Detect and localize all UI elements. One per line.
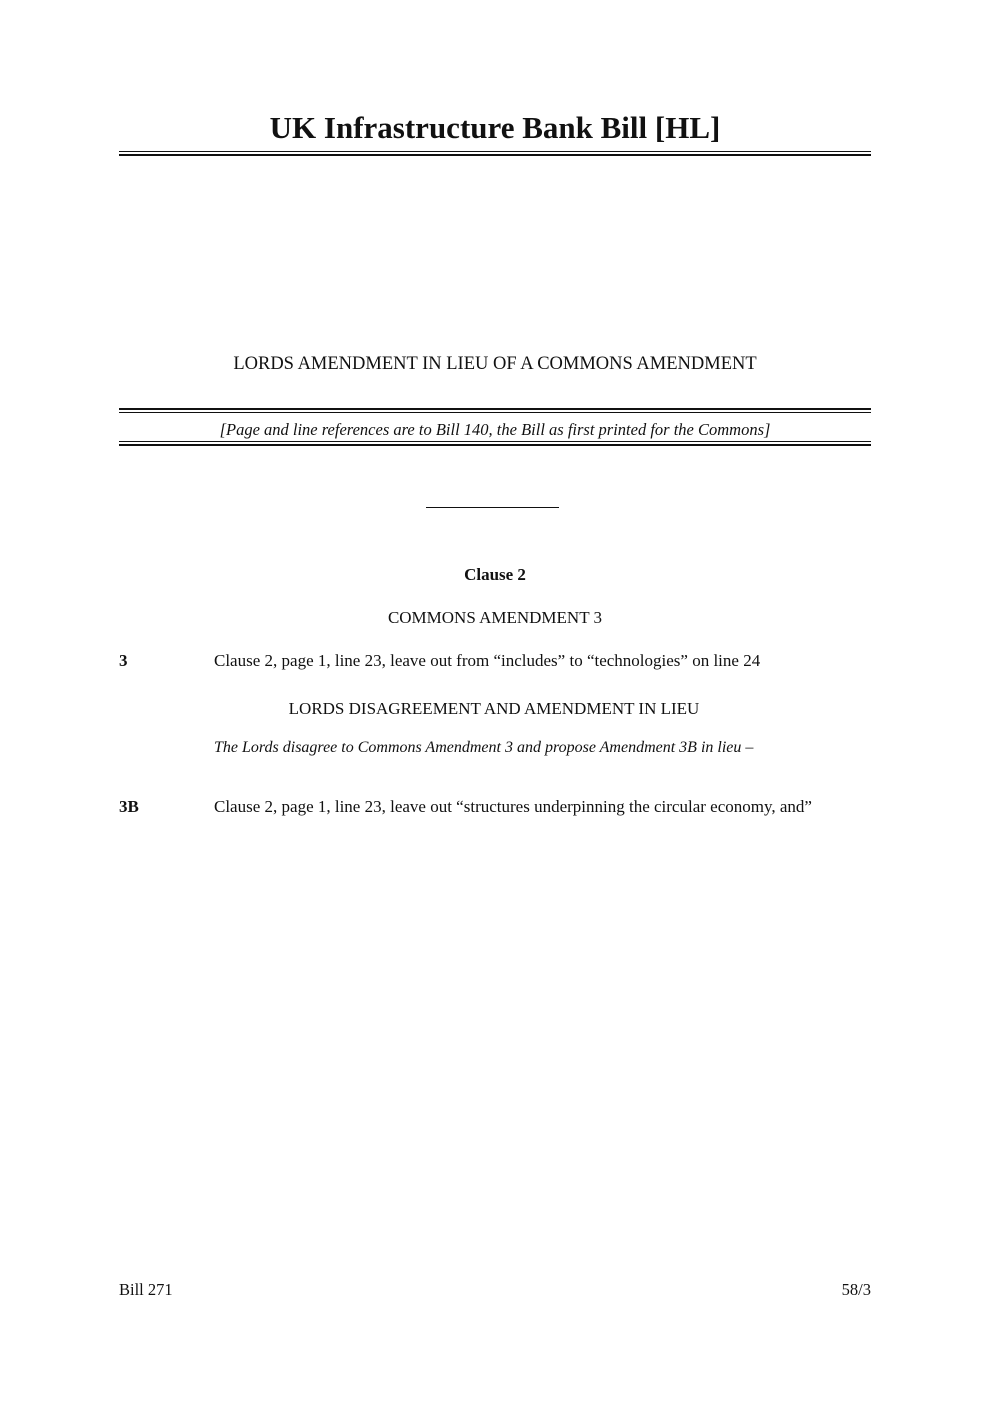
reference-bottom-rule xyxy=(119,441,871,446)
footer-reference: 58/3 xyxy=(841,1280,871,1299)
clause-heading: Clause 2 xyxy=(464,565,526,584)
footer-bill-number: Bill 271 xyxy=(119,1280,173,1299)
reference-note: [Page and line references are to Bill 140, the Bill as first printed for the Commons] xyxy=(219,420,771,439)
commons-amendment-heading: COMMONS AMENDMENT 3 xyxy=(387,608,603,627)
amendment-number: 3 xyxy=(119,651,128,670)
amendment-text: Clause 2, page 1, line 23, leave out from “includes” to “technologies” on line 24 xyxy=(214,651,761,670)
lords-heading: LORDS DISAGREEMENT AND AMENDMENT IN LIEU xyxy=(288,699,700,718)
amendment-text: Clause 2, page 1, line 23, leave out “structures underpinning the circular economy, and” xyxy=(214,797,812,816)
amendment-number: 3B xyxy=(119,797,139,816)
separator-rule xyxy=(426,507,559,508)
lords-motion: The Lords disagree to Commons Amendment 3 and propose Amendment 3B in lieu – xyxy=(214,739,754,756)
title-double-rule xyxy=(119,151,871,156)
bill-title: UK Infrastructure Bank Bill [HL] xyxy=(269,110,721,145)
section-heading: LORDS AMENDMENT IN LIEU OF A COMMONS AMENDMENT xyxy=(233,354,757,374)
reference-top-rule xyxy=(119,408,871,413)
